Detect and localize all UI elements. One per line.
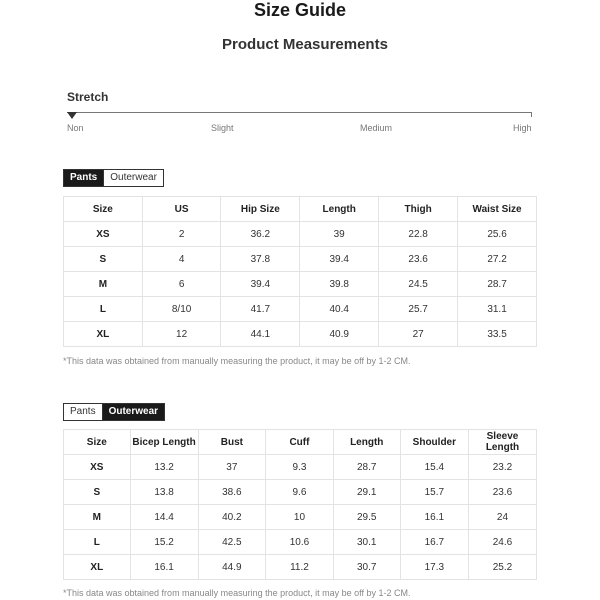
table-row [64, 530, 537, 555]
measurement-cell: 41.7 [221, 297, 300, 322]
size-cell: S [64, 247, 143, 272]
column-header: Shoulder [400, 430, 468, 455]
measurement-cell: 40.9 [300, 322, 379, 347]
table-row [64, 505, 537, 530]
stretch-level-high: High [513, 123, 532, 133]
measurement-cell: 37.8 [221, 247, 300, 272]
tab-pants[interactable]: Pants [63, 169, 104, 187]
outerwear-tab-bar [63, 403, 165, 421]
stretch-level-medium: Medium [360, 123, 393, 133]
stretch-scale-line [67, 112, 532, 113]
tab-outerwear[interactable]: Outerwear [104, 169, 164, 187]
measurement-cell: 24.6 [468, 530, 536, 555]
measurement-cell: 36.2 [221, 222, 300, 247]
measurement-cell: 22.8 [379, 222, 458, 247]
measurement-cell: 39.8 [300, 272, 379, 297]
pants-tab-bar [63, 169, 164, 187]
column-header: Bicep Length [130, 430, 198, 455]
stretch-scale-end-tick [531, 112, 532, 117]
pants-size-table [63, 196, 537, 347]
pants-note: *This data was obtained from manually measuring the product, it may be off by 1-2 CM. [63, 356, 411, 366]
column-header: Size [64, 197, 143, 222]
size-cell: XS [64, 455, 131, 480]
measurement-cell: 12 [142, 322, 221, 347]
measurement-cell: 9.6 [266, 480, 334, 505]
measurement-cell: 39 [300, 222, 379, 247]
column-header: Waist Size [458, 197, 537, 222]
measurement-cell: 31.1 [458, 297, 537, 322]
measurement-cell: 13.2 [130, 455, 198, 480]
table-row [64, 322, 537, 347]
stretch-level-slight: Slight [211, 123, 234, 133]
measurement-cell: 15.2 [130, 530, 198, 555]
outerwear-note: *This data was obtained from manually measuring the product, it may be off by 1-2 CM. [63, 588, 411, 598]
tab-pants[interactable]: Pants [63, 403, 103, 421]
measurement-cell: 28.7 [458, 272, 537, 297]
size-cell: XL [64, 322, 143, 347]
measurement-cell: 11.2 [266, 555, 334, 580]
size-cell: M [64, 505, 131, 530]
tab-outerwear[interactable]: Outerwear [103, 403, 165, 421]
measurement-cell: 42.5 [198, 530, 266, 555]
size-cell: S [64, 480, 131, 505]
measurement-cell: 16.1 [400, 505, 468, 530]
measurement-cell: 29.1 [333, 480, 400, 505]
table-row [64, 455, 537, 480]
measurement-cell: 15.7 [400, 480, 468, 505]
stretch-marker-icon [67, 112, 77, 119]
measurement-cell: 40.2 [198, 505, 266, 530]
measurement-cell: 24.5 [379, 272, 458, 297]
column-header: US [142, 197, 221, 222]
measurement-cell: 2 [142, 222, 221, 247]
table-row [64, 247, 537, 272]
column-header: Length [300, 197, 379, 222]
measurement-cell: 15.4 [400, 455, 468, 480]
size-cell: XL [64, 555, 131, 580]
table-row [64, 480, 537, 505]
measurement-cell: 39.4 [221, 272, 300, 297]
column-header: Thigh [379, 197, 458, 222]
measurement-cell: 25.7 [379, 297, 458, 322]
measurement-cell: 24 [468, 505, 536, 530]
measurement-cell: 23.6 [379, 247, 458, 272]
page-subtitle: Product Measurements [222, 36, 388, 53]
page-title: Size Guide [253, 0, 347, 20]
measurement-cell: 29.5 [333, 505, 400, 530]
size-cell: L [64, 530, 131, 555]
measurement-cell: 9.3 [266, 455, 334, 480]
measurement-cell: 16.1 [130, 555, 198, 580]
measurement-cell: 23.6 [468, 480, 536, 505]
table-row [64, 297, 537, 322]
measurement-cell: 27.2 [458, 247, 537, 272]
column-header: Length [333, 430, 400, 455]
measurement-cell: 44.1 [221, 322, 300, 347]
table-row [64, 272, 537, 297]
measurement-cell: 38.6 [198, 480, 266, 505]
measurement-cell: 4 [142, 247, 221, 272]
measurement-cell: 16.7 [400, 530, 468, 555]
measurement-cell: 33.5 [458, 322, 537, 347]
column-header: Size [64, 430, 131, 455]
measurement-cell: 10 [266, 505, 334, 530]
measurement-cell: 39.4 [300, 247, 379, 272]
table-row [64, 222, 537, 247]
measurement-cell: 28.7 [333, 455, 400, 480]
measurement-cell: 40.4 [300, 297, 379, 322]
measurement-cell: 8/10 [142, 297, 221, 322]
measurement-cell: 17.3 [400, 555, 468, 580]
table-row [64, 555, 537, 580]
measurement-cell: 25.6 [458, 222, 537, 247]
measurement-cell: 25.2 [468, 555, 536, 580]
measurement-cell: 30.7 [333, 555, 400, 580]
measurement-cell: 30.1 [333, 530, 400, 555]
stretch-level-non: Non [67, 123, 84, 133]
size-cell: M [64, 272, 143, 297]
measurement-cell: 10.6 [266, 530, 334, 555]
stretch-label: Stretch [67, 90, 109, 104]
measurement-cell: 13.8 [130, 480, 198, 505]
measurement-cell: 23.2 [468, 455, 536, 480]
measurement-cell: 37 [198, 455, 266, 480]
measurement-cell: 14.4 [130, 505, 198, 530]
size-cell: XS [64, 222, 143, 247]
column-header: Cuff [266, 430, 334, 455]
measurement-cell: 27 [379, 322, 458, 347]
table-header-row [64, 430, 537, 455]
column-header: Hip Size [221, 197, 300, 222]
column-header: Sleeve Length [468, 430, 536, 455]
measurement-cell: 44.9 [198, 555, 266, 580]
table-header-row [64, 197, 537, 222]
column-header: Bust [198, 430, 266, 455]
measurement-cell: 6 [142, 272, 221, 297]
size-cell: L [64, 297, 143, 322]
outerwear-size-table [63, 429, 537, 580]
